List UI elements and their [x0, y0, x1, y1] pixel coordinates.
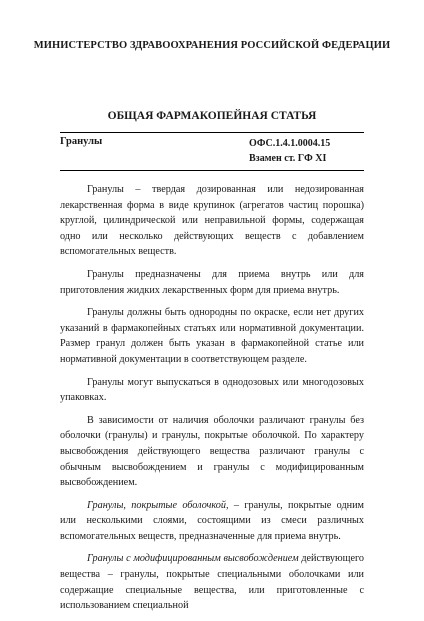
- paragraph-packaging: Гранулы могут выпускаться в однодозовых или многодозовых упаковках.: [60, 376, 364, 404]
- document-code-block: [249, 136, 330, 166]
- bottom-divider: [60, 170, 364, 171]
- article-body: [60, 182, 364, 621]
- paragraph-classification: В зависимости от наличия оболочки различают гранулы без оболочки (гранулы) и гранулы, покрытые оболочкой. По характеру высвобождения действующего вещества различают гранулы с обычным высвобождением и гранулы с модифицированным высвобождением.: [60, 414, 364, 489]
- document-replaces: Взамен ст. ГФ XI: [249, 153, 327, 164]
- term-coated-granules: Гранулы, покрытые оболочкой,: [87, 499, 229, 511]
- paragraph-modified-release-text: действующего вещества – гранулы, покрытые специальными оболочками или содержащие специальные вещества, или приготовленные с использованием специальной: [60, 553, 365, 612]
- paragraph-purpose: Гранулы предназначены для приема внутрь или для приготовления жидких лекарственных форм для приема внутрь.: [60, 268, 364, 296]
- ministry-header: МИНИСТЕРСТВО ЗДРАВООХРАНЕНИЯ РОССИЙСКОЙ ФЕДЕРАЦИИ: [33, 40, 391, 51]
- term-modified-release: Гранулы с модифицированным высвобождением: [87, 553, 299, 565]
- paragraph-modified-release: [60, 551, 364, 613]
- paragraph-coated-granules-text: – гранулы, покрытые одним или несколькими слоями, состоящими из смеси различных вспомогательных веществ, предназначенные для приема внутрь.: [60, 499, 364, 542]
- paragraph-definition: Гранулы – твердая дозированная или недозированная лекарственная форма в виде крупинок (агрегатов частиц порошка) круглой, цилиндрической или неправильной формы, содержащая одно или несколько действующих веществ с добавлением вспомогательных веществ.: [60, 184, 364, 258]
- document-code: ОФС.1.4.1.0004.15: [249, 138, 331, 149]
- paragraph-uniformity: Гранулы должны быть однородны по окраске, если нет других указаний в фармакопейных статьях или нормативной документации. Размер гранул должен быть указан в фармакопейной статье или нормативной документации в соответствующем разделе.: [60, 307, 364, 365]
- document-name: Гранулы: [60, 136, 103, 147]
- article-type-title: ОБЩАЯ ФАРМАКОПЕЙНАЯ СТАТЬЯ: [107, 110, 317, 122]
- top-divider: [60, 132, 364, 133]
- paragraph-coated-granules: [60, 498, 364, 545]
